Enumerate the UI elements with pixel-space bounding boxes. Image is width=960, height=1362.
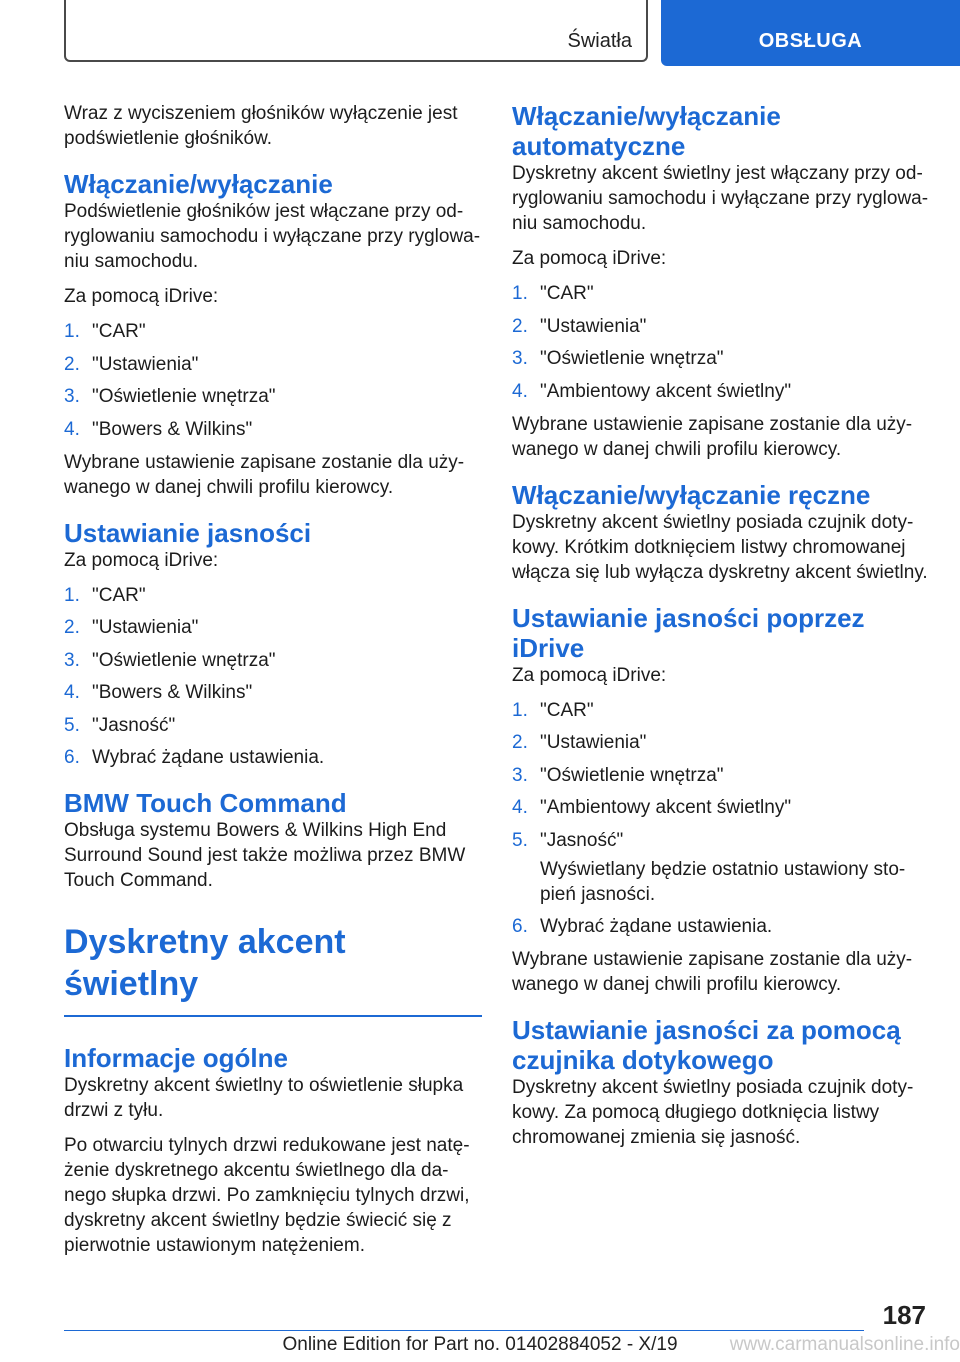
general-info-p1: Dyskretny akcent świetlny to oświetlenie słupka drzwi z tyłu. [64,1075,464,1121]
list-item: 1. "CAR" [64,321,146,342]
heading-manual-on-off: Włączanie/wyłączanie ręczne [512,479,871,510]
heading-brightness-idrive: Ustawianie jasności poprzez iDrive [512,602,865,663]
list-item: 1. "CAR" [64,584,146,606]
list-item: 5. "Jasność" [64,714,176,736]
footer-divider [64,1330,864,1331]
list-item: 2. "Ustawienia" [512,732,647,753]
heading-touch-command: BMW Touch Command [64,788,347,818]
auto-on-off-text: Dyskretny akcent świetlny jest włączany przy odryglowaniu samochodu i wyłączane przy ryglowaniu samochodu. [512,163,929,234]
list-item: 3. "Oświetlenie wnętrza" [64,386,276,407]
section-title: Światła [567,30,632,52]
heading-auto-on-off: Włączanie/wyłączanie automatyczne [512,101,781,161]
header-chapter-tab [661,0,960,66]
list-item: 2. "Ustawienia" [64,353,199,375]
step-note: Wyświetlany będzie ostatnio ustawiony stopień jasności. [540,858,906,905]
list-item: 1. "CAR" [512,283,594,304]
watermark-text: www.carmanualsonline.info [729,1334,960,1355]
footer-edition: Online Edition for Part no. 01402884052 - X/19 [282,1334,678,1355]
brightness-lead: Za pomocą iDrive: [64,549,219,571]
auto-on-off-after: Wybrane ustawienie zapisane zostanie dla używanego w danej chwili profilu kierowcy. [512,413,913,460]
on-off-text: Podświetlenie głośników jest włączane przy odryglowaniu samochodu i wyłączane przy ryglowaniu samochodu. [64,201,481,272]
heading-on-off: Włączanie/wyłączanie [64,169,333,199]
list-item: 4. "Ambientowy akcent świetlny" [512,380,792,402]
heading-brightness-sensor: Ustawianie jasności za pomocą czujnika dotykowego [512,1015,901,1075]
heading-brightness: Ustawianie jasności [64,517,312,548]
list-item: 6. Wybrać żądane ustawienia. [512,916,773,937]
list-item: 4. "Bowers & Wilkins" [64,682,253,703]
list-item: 3. "Oświetlenie wnętrza" [64,649,276,671]
list-item: 3. "Oświetlenie wnętrza" [512,348,724,369]
brightness-idrive-after: Wybrane ustawienie zapisane zostanie dla używanego w danej chwili profilu kierowcy. [512,949,913,995]
left-column [64,101,482,1268]
header-section-tab [64,0,648,62]
list-item: 2. "Ustawienia" [64,617,199,638]
auto-on-off-lead: Za pomocą iDrive: [512,248,667,269]
touch-command-text: Obsługa systemu Bowers & Wilkins High End Surround Sound jest także możliwa przez BMW Touch Command. [64,820,466,891]
chapter-label: OBSŁUGA [758,30,863,52]
on-off-after: Wybrane ustawienie zapisane zostanie dla używanego w danej chwili profilu kierowcy. [64,451,465,498]
manual-on-off-text: Dyskretny akcent świetlny posiada czujnik dotykowy. Krótkim dotknięciem listwy chromowanej włącza się lub wyłącza dyskretny akcent świetlny. [512,511,928,583]
list-item: 2. "Ustawienia" [512,315,647,337]
general-info-p2: Po otwarciu tylnych drzwi redukowane jest natężenie dyskretnego akcentu świetlnego dla danego słupka drzwi. Po zamknięciu tylnych drzwi, dyskretny akcent świetlny będzie świecić się z pierwotnie ustawionym natężeniem. [64,1135,470,1256]
heading-general-info: Informacje ogólne [64,1043,288,1073]
list-item: 4. "Ambientowy akcent świetlny" [512,797,792,818]
brightness-sensor-text: Dyskretny akcent świetlny posiada czujnik dotykowy. Za pomocą długiego dotknięcia listwy chromowanej zmienia się jasność. [512,1077,914,1148]
list-item: 5. "Jasność" Wyświetlany będzie ostatnio ustawiony stopień jasności. [512,828,932,907]
chapter-heading: Dyskretny akcent świetlny [64,921,482,1017]
on-off-steps [64,319,482,442]
list-item: 4. "Bowers & Wilkins" [64,418,253,440]
brightness-idrive-lead: Za pomocą iDrive: [512,664,667,686]
page-number: 187 [882,1300,926,1330]
list-item: 3. "Oświetlenie wnętrza" [512,764,724,786]
brightness-steps [64,583,482,771]
intro-paragraph: Wraz z wyciszeniem głośników wyłączenie jest podświetlenie głośników. [64,103,458,149]
list-item: 1. "CAR" [512,699,594,721]
brightness-idrive-steps [512,698,932,940]
list-item: 6. Wybrać żądane ustawienia. [64,747,325,768]
right-column [512,101,932,1160]
on-off-lead: Za pomocą iDrive: [64,286,219,307]
auto-on-off-steps [512,281,932,404]
